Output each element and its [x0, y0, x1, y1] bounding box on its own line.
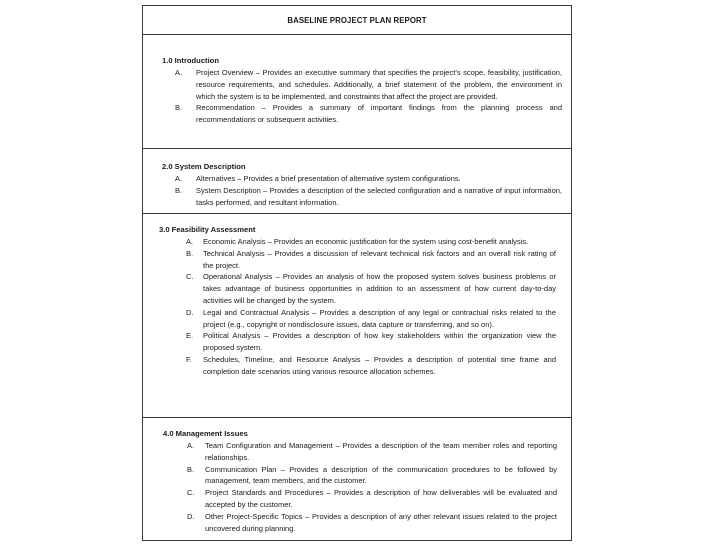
item-letter: E.: [186, 331, 194, 341]
item-text: System Description – Provides a description of the selected configuration and a narrative of input information, tasks performed, and resultant information.: [196, 185, 562, 207]
section-heading: 1.0 Introduction: [162, 56, 219, 65]
item-text: Legal and Contractual Analysis – Provides a description of any legal or contractual risks related to the project (e.g., copyright or nondisclosure issues, data capture or transferring, and so on).: [203, 307, 556, 329]
list-item: [187, 440, 557, 464]
section-introduction: [143, 35, 571, 149]
section-heading: 2.0 System Description: [162, 162, 246, 171]
list-item: [186, 236, 556, 248]
item-text: Alternatives – Provides a brief presentation of alternative system configurations.: [196, 174, 461, 183]
item-letter: D.: [187, 511, 195, 521]
item-letter: A.: [175, 68, 183, 77]
list-item: [175, 102, 562, 126]
item-letter: A.: [175, 174, 183, 183]
item-letter: B.: [175, 185, 183, 195]
list-item: [186, 271, 556, 306]
item-letter: A.: [187, 441, 195, 450]
list-item: [186, 248, 556, 272]
section-heading: 4.0 Management Issues: [163, 429, 248, 438]
item-text: Project Overview – Provides an executive summary that specifies the project’s scope, feasibility, justification, resource requirements, and schedules. Additionally, a brief statement of the problem, the environment in which the system is to be implemented, and constraints that affect the project are provided.: [196, 68, 562, 101]
item-text: Recommendation – Provides a summary of important findings from the planning process and recommendations or subsequent activities.: [196, 103, 562, 125]
item-letter: B.: [186, 248, 194, 258]
item-text: Schedules, Timeline, and Resource Analysis – Provides a description of potential time frame and completion date scenarios using various resource allocation schemes.: [203, 354, 556, 376]
item-text: Project Standards and Procedures – Provides a description of how deliverables will be evaluated and accepted by the customer.: [205, 488, 557, 509]
report-document: [142, 5, 572, 541]
item-letter: A.: [186, 237, 194, 246]
list-item: [175, 185, 562, 209]
list-item: [187, 464, 557, 488]
section-feasibility-assessment: [143, 214, 571, 418]
item-letter: C.: [187, 488, 195, 498]
item-text: Communication Plan – Provides a description of the communication procedures to be followed by management, team members, and the customer.: [205, 464, 557, 486]
item-text: Other Project-Specific Topics – Provides a description of any other relevant issues related to the project uncovered during planning.: [205, 511, 557, 533]
item-letter: B.: [187, 464, 195, 474]
section-heading: 3.0 Feasibility Assessment: [159, 225, 256, 234]
list-item: [175, 173, 562, 185]
item-text: Technical Analysis – Provides a discussion of relevant technical risk factors and an overall risk rating of the project.: [203, 248, 556, 270]
report-title: BASELINE PROJECT PLAN REPORT: [143, 6, 571, 35]
list-item: [186, 307, 556, 331]
list-item: [186, 330, 556, 354]
list-item: [175, 67, 562, 102]
item-letter: D.: [186, 307, 194, 317]
item-text: Operational Analysis – Provides an analysis of how the proposed system solves business problems or takes advantage of business opportunities in addition to an assessment of how current day-to-day activities will be changed by the system.: [203, 272, 556, 305]
item-letter: B.: [175, 103, 183, 113]
section-management-issues: [143, 418, 571, 542]
item-letter: F.: [186, 354, 192, 364]
section-system-description: [143, 149, 571, 214]
item-text: Political Analysis – Provides a description of how key stakeholders within the organization view the proposed system.: [203, 331, 556, 353]
item-text: Economic Analysis – Provides an economic justification for the system using cost-benefit analysis.: [203, 237, 529, 246]
item-letter: C.: [186, 272, 194, 282]
list-item: [186, 354, 556, 378]
list-item: [187, 487, 557, 511]
item-text: Team Configuration and Management – Provides a description of the team member roles and reporting relationships.: [205, 441, 557, 462]
list-item: [187, 511, 557, 535]
